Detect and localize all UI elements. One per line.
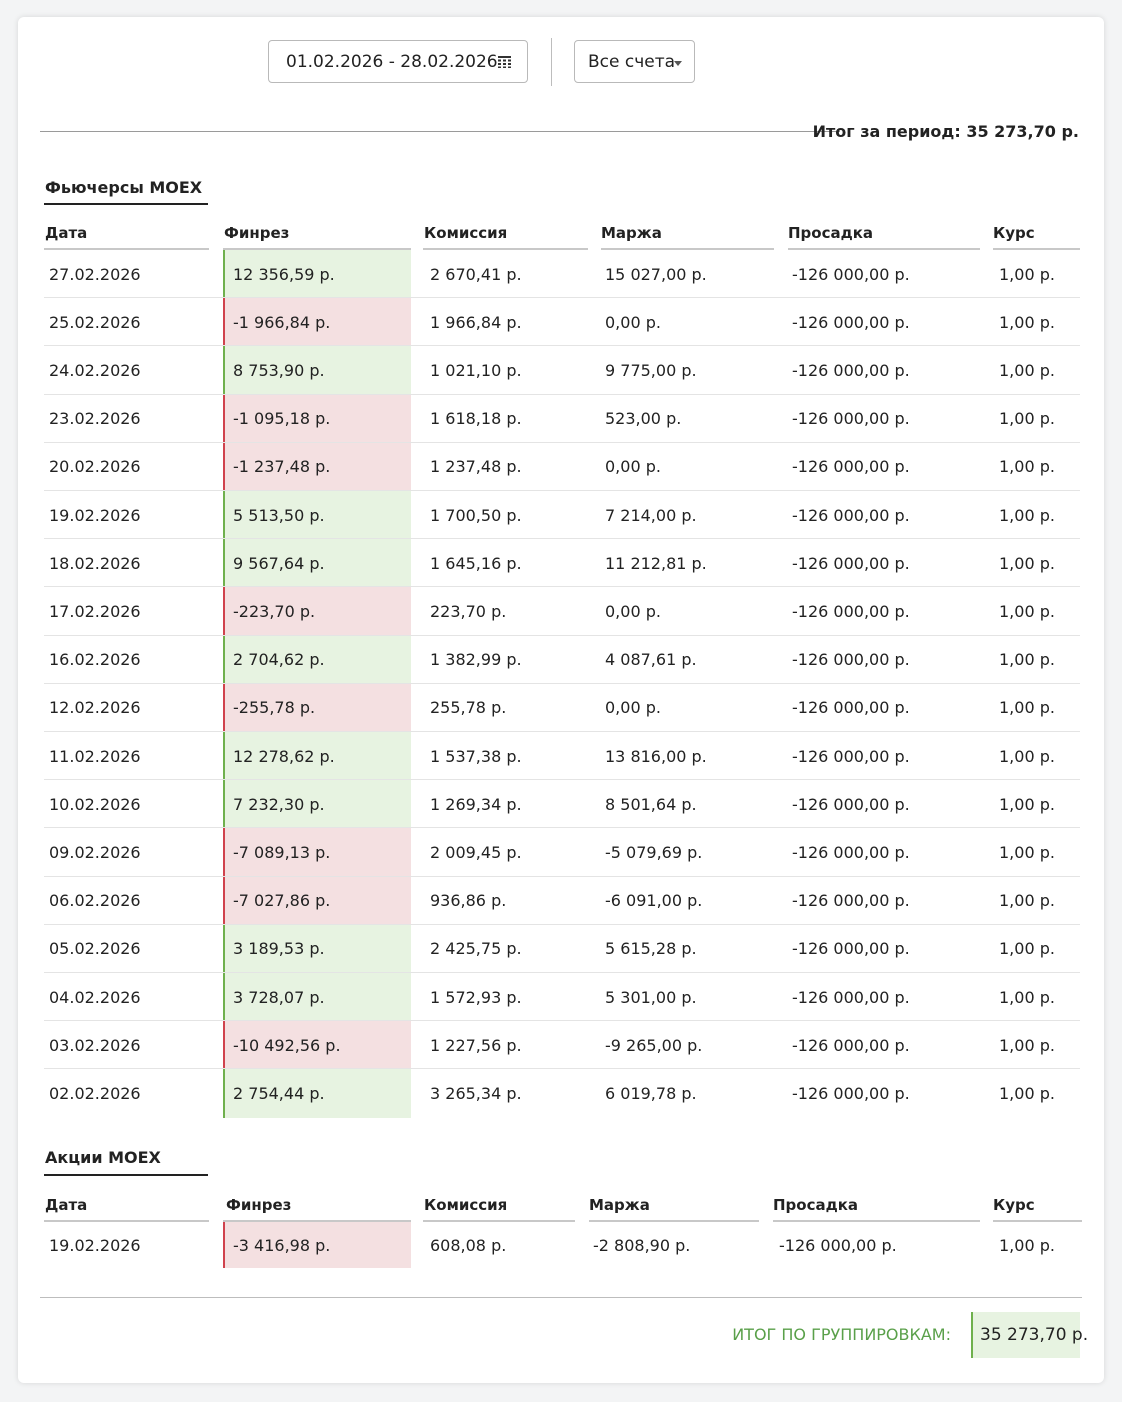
cell-rate: 1,00 р.: [999, 360, 1055, 380]
futures-header-date[interactable]: Дата: [45, 224, 88, 242]
cell-date: 25.02.2026: [49, 312, 141, 332]
cell-finrez: -1 237,48 р.: [223, 443, 411, 491]
cell-finrez: 12 356,59 р.: [223, 250, 411, 298]
stocks-header-date[interactable]: Дата: [45, 1196, 88, 1214]
cell-date: 02.02.2026: [49, 1083, 141, 1103]
cell-margin: 0,00 р.: [605, 601, 661, 621]
cell-drawdown: -126 000,00 р.: [792, 1083, 910, 1103]
cell-drawdown: -126 000,00 р.: [792, 457, 910, 477]
table-row: [44, 780, 1080, 828]
cell-margin: 13 816,00 р.: [605, 746, 707, 766]
cell-drawdown: -126 000,00 р.: [792, 553, 910, 573]
table-row: [44, 250, 1080, 298]
cell-commission: 936,86 р.: [430, 891, 507, 911]
cell-margin: 0,00 р.: [605, 457, 661, 477]
period-total: Итог за период: 35 273,70 р.: [812, 122, 1079, 141]
cell-margin: 7 214,00 р.: [605, 505, 697, 525]
table-row: [44, 684, 1080, 732]
cell-drawdown: -126 000,00 р.: [792, 794, 910, 814]
cell-commission: 3 265,34 р.: [430, 1083, 522, 1103]
cell-commission: 1 700,50 р.: [430, 505, 522, 525]
cell-margin: 6 019,78 р.: [605, 1083, 697, 1103]
cell-finrez: -1 966,84 р.: [223, 298, 411, 346]
cell-margin: 523,00 р.: [605, 409, 682, 429]
cell-date: 12.02.2026: [49, 698, 141, 718]
calendar-icon: [498, 56, 511, 68]
cell-rate: 1,00 р.: [999, 746, 1055, 766]
cell-margin: -9 265,00 р.: [605, 1035, 703, 1055]
footer-divider: [40, 1297, 1082, 1298]
cell-finrez: -7 089,13 р.: [223, 828, 411, 876]
cell-date: 19.02.2026: [49, 505, 141, 525]
stocks-header-commission[interactable]: Комиссия: [424, 1196, 508, 1214]
cell-finrez: -7 027,86 р.: [223, 877, 411, 925]
table-row: [44, 828, 1080, 876]
cell-margin: 9 775,00 р.: [605, 360, 697, 380]
cell-rate: 1,00 р.: [999, 1035, 1055, 1055]
cell-margin: -6 091,00 р.: [605, 891, 703, 911]
cell-commission: 1 618,18 р.: [430, 409, 522, 429]
table-row: [44, 539, 1080, 587]
cell-commission: 2 009,45 р.: [430, 842, 522, 862]
cell-commission: 1 537,38 р.: [430, 746, 522, 766]
cell-date: 04.02.2026: [49, 987, 141, 1007]
cell-date: 03.02.2026: [49, 1035, 141, 1055]
cell-date: 24.02.2026: [49, 360, 141, 380]
cell-rate: 1,00 р.: [999, 698, 1055, 718]
cell-margin: 4 087,61 р.: [605, 650, 697, 670]
cell-drawdown: -126 000,00 р.: [792, 698, 910, 718]
cell-margin: 0,00 р.: [605, 698, 661, 718]
cell-drawdown: -126 000,00 р.: [792, 601, 910, 621]
header-divider: [40, 131, 840, 132]
stocks-header-drawdown[interactable]: Просадка: [773, 1196, 859, 1214]
cell-commission: 608,08 р.: [430, 1235, 507, 1255]
cell-date: 23.02.2026: [49, 409, 141, 429]
cell-drawdown: -126 000,00 р.: [792, 939, 910, 959]
cell-drawdown: -126 000,00 р.: [792, 312, 910, 332]
futures-header-commission[interactable]: Комиссия: [424, 224, 508, 242]
cell-drawdown: -126 000,00 р.: [779, 1235, 897, 1255]
futures-header-finrez[interactable]: Финрез: [224, 224, 290, 242]
futures-header-rate[interactable]: Курс: [993, 224, 1035, 242]
grouping-total-label: ИТОГ ПО ГРУППИРОВКАМ:: [732, 1325, 951, 1344]
date-range-picker[interactable]: [268, 40, 528, 83]
cell-date: 16.02.2026: [49, 650, 141, 670]
table-row: [44, 1021, 1080, 1069]
cell-rate: 1,00 р.: [999, 650, 1055, 670]
cell-date: 19.02.2026: [49, 1235, 141, 1255]
table-row: [44, 1222, 1080, 1268]
cell-commission: 1 382,99 р.: [430, 650, 522, 670]
cell-finrez: -1 095,18 р.: [223, 395, 411, 443]
cell-drawdown: -126 000,00 р.: [792, 891, 910, 911]
cell-commission: 2 670,41 р.: [430, 264, 522, 284]
cell-date: 09.02.2026: [49, 842, 141, 862]
cell-commission: 1 572,93 р.: [430, 987, 522, 1007]
stocks-header-finrez[interactable]: Финрез: [226, 1196, 292, 1214]
section-underline: [44, 1174, 208, 1176]
cell-margin: 11 212,81 р.: [605, 553, 707, 573]
cell-rate: 1,00 р.: [999, 987, 1055, 1007]
cell-rate: 1,00 р.: [999, 312, 1055, 332]
cell-finrez: 9 567,64 р.: [223, 539, 411, 587]
cell-finrez: 7 232,30 р.: [223, 780, 411, 828]
report-card: [18, 17, 1104, 1383]
table-row: [44, 587, 1080, 635]
cell-drawdown: -126 000,00 р.: [792, 1035, 910, 1055]
cell-rate: 1,00 р.: [999, 1235, 1055, 1255]
cell-commission: 223,70 р.: [430, 601, 507, 621]
cell-finrez: 3 728,07 р.: [223, 973, 411, 1021]
accounts-dropdown-label: Все счета: [588, 51, 676, 72]
cell-rate: 1,00 р.: [999, 1083, 1055, 1103]
table-row: [44, 973, 1080, 1021]
cell-drawdown: -126 000,00 р.: [792, 360, 910, 380]
table-row: [44, 491, 1080, 539]
filter-divider: [551, 38, 552, 86]
table-row: [44, 732, 1080, 780]
cell-date: 11.02.2026: [49, 746, 141, 766]
cell-margin: -2 808,90 р.: [593, 1235, 691, 1255]
cell-rate: 1,00 р.: [999, 794, 1055, 814]
date-range-value: 01.02.2026 - 28.02.2026: [286, 51, 498, 72]
table-row: [44, 346, 1080, 394]
section-title-futures: Фьючерсы MOEX: [45, 178, 203, 197]
cell-margin: 0,00 р.: [605, 312, 661, 332]
table-row: [44, 395, 1080, 443]
cell-commission: 255,78 р.: [430, 698, 507, 718]
stocks-header-rate[interactable]: Курс: [993, 1196, 1035, 1214]
section-title-stocks: Акции MOEX: [45, 1148, 161, 1167]
cell-finrez: 12 278,62 р.: [223, 732, 411, 780]
cell-drawdown: -126 000,00 р.: [792, 264, 910, 284]
cell-date: 05.02.2026: [49, 939, 141, 959]
cell-finrez: -223,70 р.: [223, 587, 411, 635]
futures-header-drawdown[interactable]: Просадка: [788, 224, 874, 242]
cell-rate: 1,00 р.: [999, 457, 1055, 477]
cell-drawdown: -126 000,00 р.: [792, 505, 910, 525]
cell-finrez: -3 416,98 р.: [223, 1222, 411, 1268]
cell-date: 27.02.2026: [49, 264, 141, 284]
cell-date: 06.02.2026: [49, 891, 141, 911]
cell-drawdown: -126 000,00 р.: [792, 746, 910, 766]
cell-margin: 5 615,28 р.: [605, 939, 697, 959]
cell-commission: 1 237,48 р.: [430, 457, 522, 477]
cell-finrez: 5 513,50 р.: [223, 491, 411, 539]
cell-rate: 1,00 р.: [999, 409, 1055, 429]
table-row: [44, 1069, 1080, 1117]
table-row: [44, 443, 1080, 491]
cell-rate: 1,00 р.: [999, 553, 1055, 573]
cell-commission: 1 021,10 р.: [430, 360, 522, 380]
cell-rate: 1,00 р.: [999, 891, 1055, 911]
caret-down-icon: [674, 61, 682, 66]
cell-rate: 1,00 р.: [999, 505, 1055, 525]
cell-date: 18.02.2026: [49, 553, 141, 573]
cell-commission: 1 645,16 р.: [430, 553, 522, 573]
table-row: [44, 877, 1080, 925]
grouping-total-value: 35 273,70 р.: [971, 1312, 1080, 1358]
table-row: [44, 636, 1080, 684]
cell-finrez: 3 189,53 р.: [223, 925, 411, 973]
cell-commission: 1 269,34 р.: [430, 794, 522, 814]
cell-drawdown: -126 000,00 р.: [792, 987, 910, 1007]
table-row: [44, 298, 1080, 346]
cell-margin: -5 079,69 р.: [605, 842, 703, 862]
cell-commission: 1 966,84 р.: [430, 312, 522, 332]
cell-margin: 8 501,64 р.: [605, 794, 697, 814]
cell-rate: 1,00 р.: [999, 842, 1055, 862]
cell-finrez: 2 704,62 р.: [223, 636, 411, 684]
accounts-dropdown[interactable]: [574, 40, 695, 83]
stocks-header-margin[interactable]: Маржа: [589, 1196, 650, 1214]
cell-drawdown: -126 000,00 р.: [792, 409, 910, 429]
cell-finrez: 2 754,44 р.: [223, 1069, 411, 1117]
cell-date: 17.02.2026: [49, 601, 141, 621]
cell-rate: 1,00 р.: [999, 601, 1055, 621]
cell-rate: 1,00 р.: [999, 264, 1055, 284]
cell-margin: 5 301,00 р.: [605, 987, 697, 1007]
futures-header-margin[interactable]: Маржа: [601, 224, 662, 242]
cell-date: 20.02.2026: [49, 457, 141, 477]
cell-finrez: 8 753,90 р.: [223, 346, 411, 394]
cell-finrez: -255,78 р.: [223, 684, 411, 732]
cell-drawdown: -126 000,00 р.: [792, 650, 910, 670]
table-row: [44, 925, 1080, 973]
cell-drawdown: -126 000,00 р.: [792, 842, 910, 862]
cell-rate: 1,00 р.: [999, 939, 1055, 959]
cell-commission: 1 227,56 р.: [430, 1035, 522, 1055]
section-underline: [44, 203, 208, 205]
cell-commission: 2 425,75 р.: [430, 939, 522, 959]
cell-margin: 15 027,00 р.: [605, 264, 707, 284]
cell-finrez: -10 492,56 р.: [223, 1021, 411, 1069]
cell-date: 10.02.2026: [49, 794, 141, 814]
